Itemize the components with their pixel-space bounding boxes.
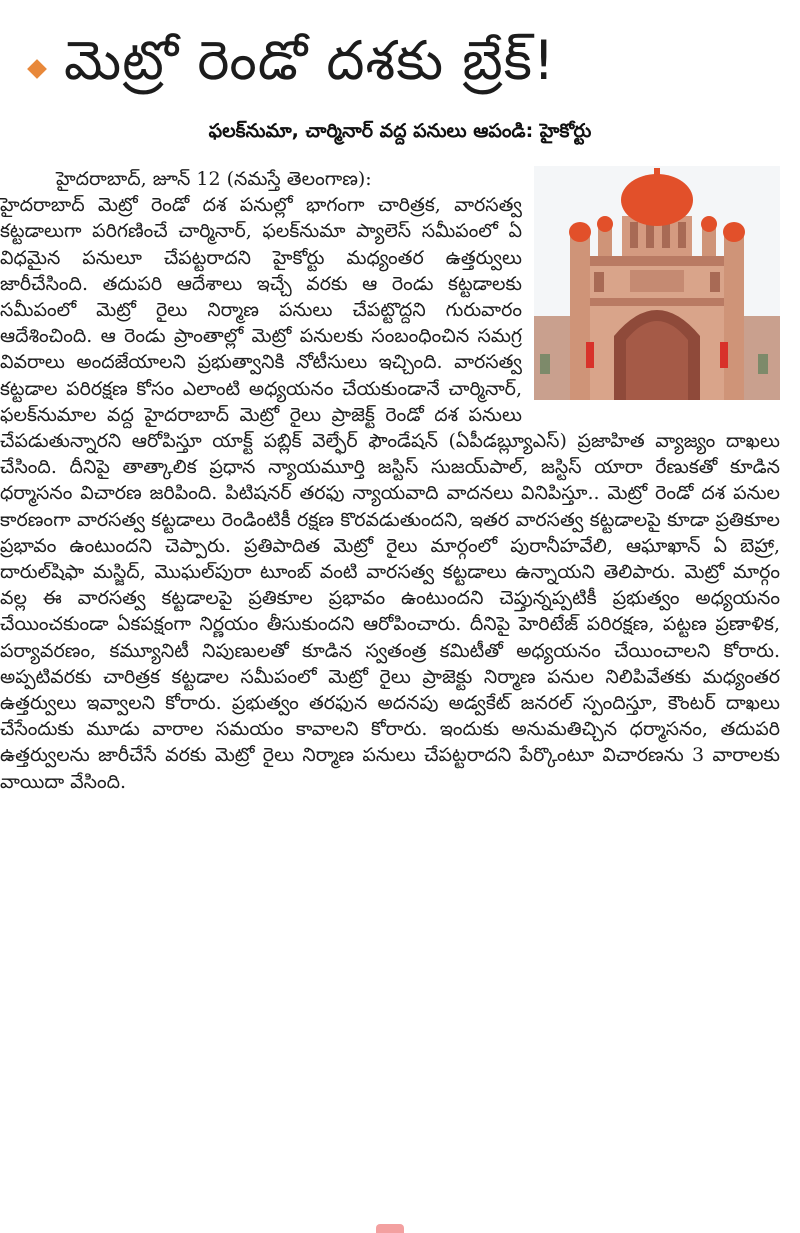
article-dateline: హైదరాబాద్, జూన్ 12 (నమస్తే తెలంగాణ): bbox=[56, 168, 372, 190]
headline: మెట్రో రెండో దశకు బ్రేక్! bbox=[64, 29, 556, 92]
headline-row bbox=[0, 18, 800, 108]
diamond-bullet-icon bbox=[27, 59, 47, 79]
article-text: హైదరాబాద్ మెట్రో రెండో దశ పనుల్లో భాగంగా చారిత్రక, వారసత్వ కట్టడాలుగా పరిగణించే చార్మినార్, ఫలక్‌నుమా ప్యాలెస్ సమీపంలో ఏ విధమైన పనులూ చేపట్టరాదని హైకోర్టు మధ్యంతర ఉత్తర్వులు జారీచేసింది. తదుపరి ఆదేశాలు ఇచ్చే వరకు ఆ రెండు కట్టడాలకు సమీపంలో మెట్రో రైలు నిర్మాణ పనులు చేపట్టొద్దని గురువారం ఆదేశించింది. ఆ రెండు ప్రాంతాల్లో మెట్రో పనులకు సంబంధించిన సమగ్ర వివరాలు అందజేయాలని ప్రభుత్వానికి నోటీసులు ఇచ్చింది. వారసత్వ కట్టడాల పరిరక్షణ కోసం ఎలాంటి అధ్యయనం చేయకుండానే చార్మినార్, ఫలక్‌నుమాల వద్ద హైదరాబాద్ మెట్రో రైలు ప్రాజెక్ట్ రెండో దశ పనులు చేపడుతున్నారని ఆరోపిస్తూ యాక్ట్ పబ్లిక్ వెల్ఫేర్ ఫౌండేషన్ (ఏపీడబ్ల్యూఎస్) ప్రజాహిత వ్యాజ్యం దాఖలు చేసింది. దీనిపై తాత్కాలిక ప్రధాన న్యాయమూర్తి జస్టిస్ సుజయ్‌పాల్, జస్టిస్ యారా రేణుకతో కూడిన ధర్మాసనం విచారణ జరిపింది. పిటిషనర్ తరఫు న్యాయవాది వాదనలు వినిపిస్తూ.. మెట్రో రెండో దశ పనుల కారణంగా వారసత్వ కట్టడాలు రెండింటికీ రక్షణ కొరవడుతుందని, ఇతర వారసత్వ కట్టడాలపై కూడా ప్రతికూల ప్రభావం ఉంటుందని చెప్పారు. ప్రతిపాదిత మెట్రో రైలు మార్గంలో పురానీహవేలి, ఆఘాఖాన్ ఏ బెహ్రా, దారుల్‌షిఫా మస్జిద్, మొఘల్‌పురా టూంబ్ వంటి వారసత్వ కట్టడాలు ఉన్నాయని తెలిపారు. మెట్రో మార్గం వల్ల ఈ వారసత్వ కట్టడాలపై ప్రతికూల ప్రభావం ఉంటుందని చెప్తున్నప్పటికీ ప్రభుత్వం అధ్యయనం చేయించకుండా ఏకపక్షంగా నిర్ణయం తీసుకుందని ఆరోపించారు. దీనిపై హెరిటేజ్ పరిరక్షణ, పట్టణ ప్రణాళిక, పర్యావరణం, కమ్యూనిటీ నిపుణులతో కూడిన స్వతంత్ర కమిటీతో అధ్యయనం చేయించాలని కోరారు. అప్పటివరకు చారిత్రక కట్టడాల సమీపంలో మెట్రో రైలు ప్రాజెక్టు నిర్మాణ పనుల నిలిపివేతకు మధ్యంతర ఉత్తర్వులు ఇవ్వాలని కోరారు. ప్రభుత్వం తరఫున అదనపు అడ్వకేట్ జనరల్ స్పందిస్తూ, కౌంటర్ దాఖలు చేసేందుకు మూడు వారాల సమయం కావాలని కోరారు. ఇందుకు అనుమతిచ్చిన ధర్మాసనం, తదుపరి ఉత్తర్వులను జారీచేసే వరకు మెట్రో రైలు నిర్మాణ పనులు చేపట్టరాదని పేర్కొంటూ విచారణను 3 వారాలకు వాయిదా వేసింది. bbox=[0, 194, 780, 793]
article-body bbox=[0, 166, 780, 795]
photo-space bbox=[522, 166, 780, 402]
subheadline: ఫలక్‌నుమా, చార్మినార్ వద్ద పనులు ఆపండి: హైకోర్టు bbox=[208, 120, 592, 142]
footer-mark bbox=[376, 1224, 404, 1233]
